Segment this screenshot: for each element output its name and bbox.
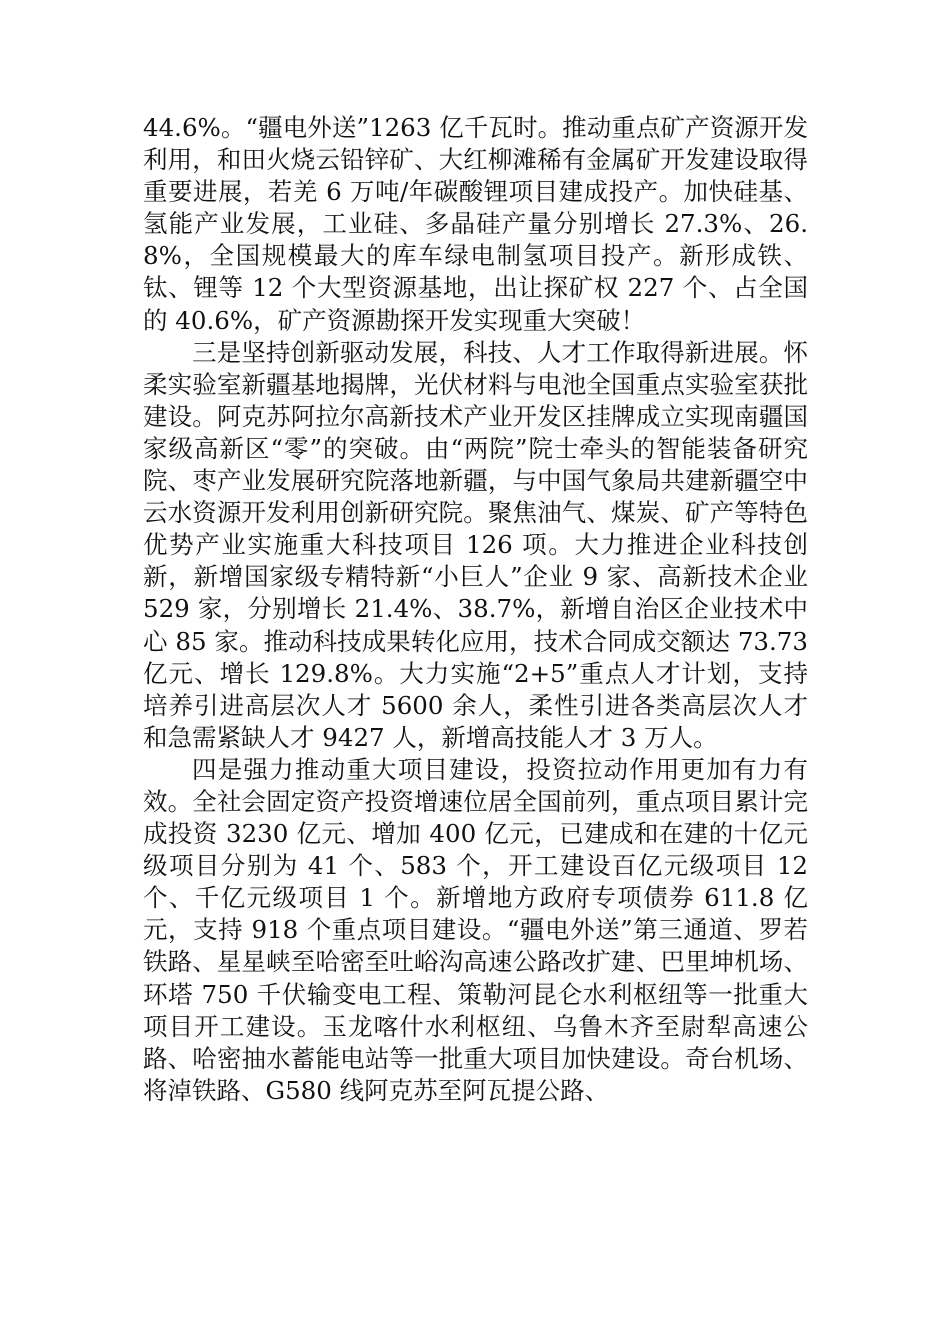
paragraph-major-projects: 四是强力推动重大项目建设，投资拉动作用更加有力有效。全社会固定资产投资增速位居全国前列，重点项目累计完成投资 3230 亿元、增加 400 亿元，已建成和在建的十亿元级项目分别为 41 个、583 个，开工建设百亿元级项目 12 个、千亿元级项目 1 个。新增地方政府专项债券 611.8 亿元，支持 918 个重点项目建设。“疆电外送”第三通道、罗若铁路、星星峡至哈密至吐峪沟高速公路改扩建、巴里坤机场、环塔 750 千伏输变电工程、策勒河昆仑水利枢纽等一批重大项目开工建设。玉龙喀什水利枢纽、乌鲁木齐至尉犁高速公路、哈密抽水蓄能电站等一批重大项目加快建设。奇台机场、将淖铁路、G580 线阿克苏至阿瓦提公路、: [143, 754, 808, 1105]
paragraph-energy-minerals: 44.6%。“疆电外送”1263 亿千瓦时。推动重点矿产资源开发利用，和田火烧云铅锌矿、大红柳滩稀有金属矿开发建设取得重要进展，若羌 6 万吨/年碳酸锂项目建成投产。加快硅基、氢能产业发展，工业硅、多晶硅产量分别增长 27.3%、26.8%，全国规模最大的库车绿电制氢项目投产。新形成铁、钛、锂等 12 个大型资源基地，出让探矿权 227 个、占全国的 40.6%，矿产资源勘探开发实现重大突破！: [143, 113, 808, 335]
paragraph-innovation-talent: 三是坚持创新驱动发展，科技、人才工作取得新进展。怀柔实验室新疆基地揭牌，光伏材料与电池全国重点实验室获批建设。阿克苏阿拉尔高新技术产业开发区挂牌成立实现南疆国家级高新区“零”的突破。由“两院”院士牵头的智能装备研究院、枣产业发展研究院落地新疆，与中国气象局共建新疆空中云水资源开发利用创新研究院。聚焦油气、煤炭、矿产等特色优势产业实施重大科技项目 126 项。大力推进企业科技创新，新增国家级专精特新“小巨人”企业 9 家、高新技术企业 529 家，分别增长 21.4%、38.7%，新增自治区企业技术中心 85 家。推动科技成果转化应用，技术合同成交额达 73.73 亿元、增长 129.8%。大力实施“2+5”重点人才计划，支持培养引进高层次人才 5600 余人，柔性引进各类高层次人才和急需紧缺人才 9427 人，新增高技能人才 3 万人。: [143, 337, 808, 752]
document-page: [143, 112, 808, 1107]
